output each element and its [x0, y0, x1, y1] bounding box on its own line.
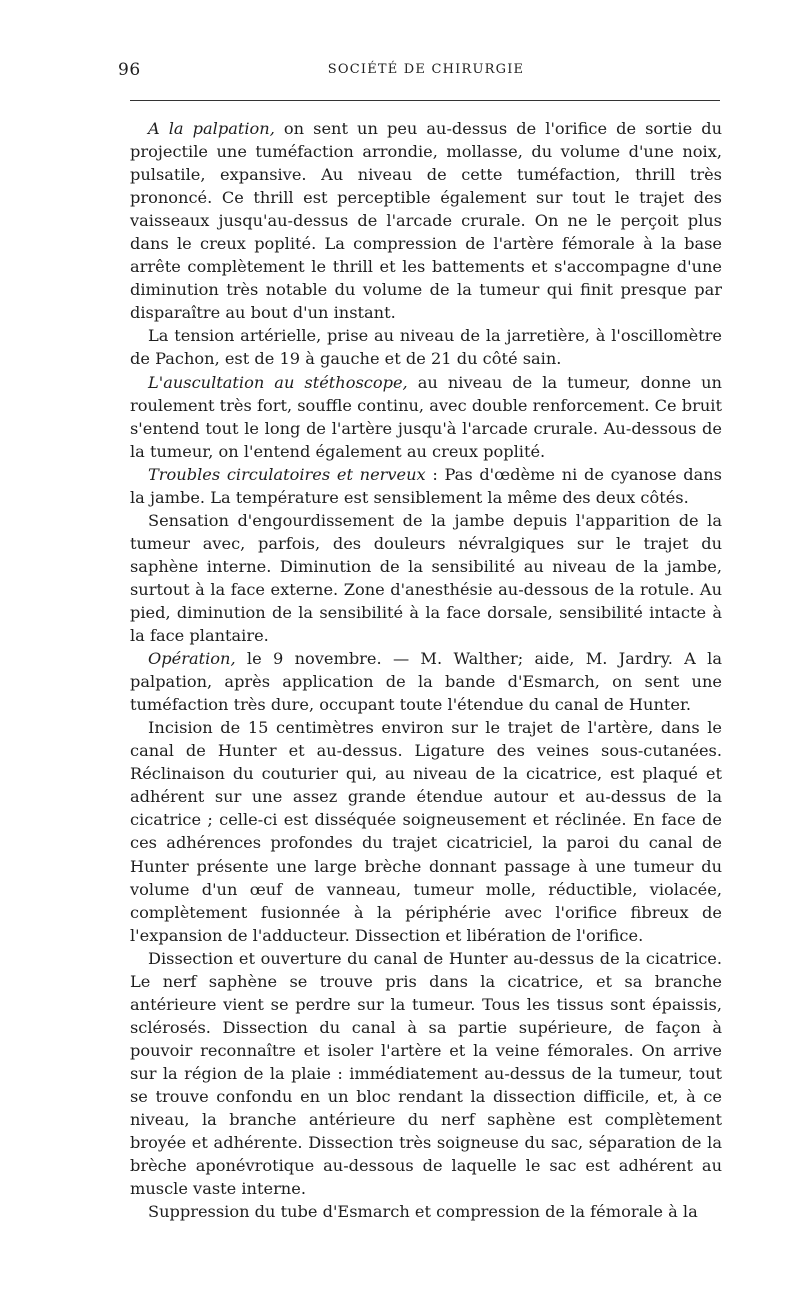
paragraph-operation — [130, 647, 722, 716]
paragraph-suppression — [130, 1200, 722, 1223]
page-number: 96 — [118, 60, 141, 80]
paragraph-lead: Opération, — [148, 649, 236, 669]
paragraph-text: Incision de 15 centimètres environ sur le trajet de l'artère, dans le canal de Hunter et au-dessus. Ligature des veines sous-cutanées. Réclinaison du couturier qui, au niveau de la cicatrice, est plaqué et adhérent sur une assez grande étendue autour et au-dessus de la cicatrice ; celle-ci est disséquée soigneusement et réclinée. En face de ces adhérences profondes du trajet cicatriciel, la paroi du canal de Hunter présente une large brèche donnant passage à une tumeur du volume d'un œuf de vanneau, tumeur molle, réductible, violacée, complètement fusionnée à la périphérie avec l'orifice fibreux de l'expansion de l'adducteur. Dissection et libération de l'orifice. — [130, 718, 722, 945]
paragraph-text: La tension artérielle, prise au niveau de la jarretière, à l'oscillomètre de Pachon, est de 19 à gauche et de 21 du côté sain. — [130, 326, 722, 369]
paragraph-dissection — [130, 947, 722, 1201]
paragraph-text: Sensation d'engourdissement de la jambe depuis l'apparition de la tumeur avec, parfois, des douleurs névralgiques sur le trajet du saphène interne. Diminution de la sensibilité au niveau de la jambe, surtout à la face externe. Zone d'anesthésie au-dessous de la rotule. Au pied, diminution de la sensibilité à la face dorsale, sensibilité intacte à la face plantaire. — [130, 510, 722, 646]
paragraph-text: : Pas d'œdème ni de cyanose dans la jambe. La température est sensiblement la même des deux côtés. — [130, 464, 722, 507]
running-title: SOCIÉTÉ DE CHIRURGIE — [327, 62, 525, 77]
paragraph-palpation — [130, 117, 722, 324]
header-rule — [130, 100, 720, 101]
paragraph-lead: L'auscultation au stéthoscope, — [148, 372, 408, 392]
paragraph-text: Suppression du tube d'Esmarch et compression de la fémorale à la — [148, 1202, 698, 1222]
paragraph-incision — [130, 716, 722, 946]
paragraph-text: Dissection et ouverture du canal de Hunter au-dessus de la cicatrice. Le nerf saphène se trouve pris dans la cicatrice, et sa branche antérieure vient se perdre sur la tumeur. Tous les tissus sont épaissis, sclérosés. Dissection du canal à sa partie supérieure, de façon à pouvoir reconnaître et isoler l'artère et la veine fémorales. On arrive sur la région de la plaie : immédiatement au-dessus de la tumeur, tout se trouve confondu en un bloc rendant la dissection difficile, et, à ce niveau, la branche antérieure du nerf saphène est complètement broyée et adhérente. Dissection très soigneuse du sac, séparation de la brèche aponévrotique au-dessous de laquelle le sac est adhérent au muscle vaste interne. — [130, 948, 722, 1199]
paragraph-troubles — [130, 463, 722, 509]
page-header — [118, 60, 722, 82]
paragraph-text: le 9 novembre. — M. Walther; aide, M. Jardry. A la palpation, après application de la bande d'Esmarch, on sent une tuméfaction très dure, occupant toute l'étendue du canal de Hunter. — [130, 649, 722, 715]
body-text — [130, 117, 722, 1223]
paragraph-lead: Troubles circulatoires et nerveux — [148, 464, 426, 484]
paragraph-sensation — [130, 509, 722, 647]
paragraph-auscultation — [130, 371, 722, 463]
paragraph-lead: A la palpation, — [148, 119, 275, 138]
paragraph-tension — [130, 324, 722, 370]
book-page — [118, 0, 723, 1290]
paragraph-text: on sent un peu au-dessus de l'orifice de sortie du projectile une tuméfaction arrondie, mollasse, du volume d'une noix, pulsatile, expansive. Au niveau de cette tuméfaction, thrill très prononcé. Ce thrill est perceptible également sur tout le trajet des vaisseaux jusqu'au-dessus de l'arcade crurale. On ne le perçoit plus dans le creux poplité. La compression de l'artère fémorale à la base arrête complètement le thrill et les battements et s'accompagne d'une diminution très notable du volume de la tumeur qui finit presque par disparaître au bout d'un instant. — [130, 119, 723, 323]
paragraph-text: au niveau de la tumeur, donne un roulement très fort, souffle continu, avec double renforcement. Ce bruit s'entend tout le long de l'artère jusqu'à l'arcade crurale. Au-dessous de la tumeur, on l'entend également au creux poplité. — [130, 372, 722, 461]
